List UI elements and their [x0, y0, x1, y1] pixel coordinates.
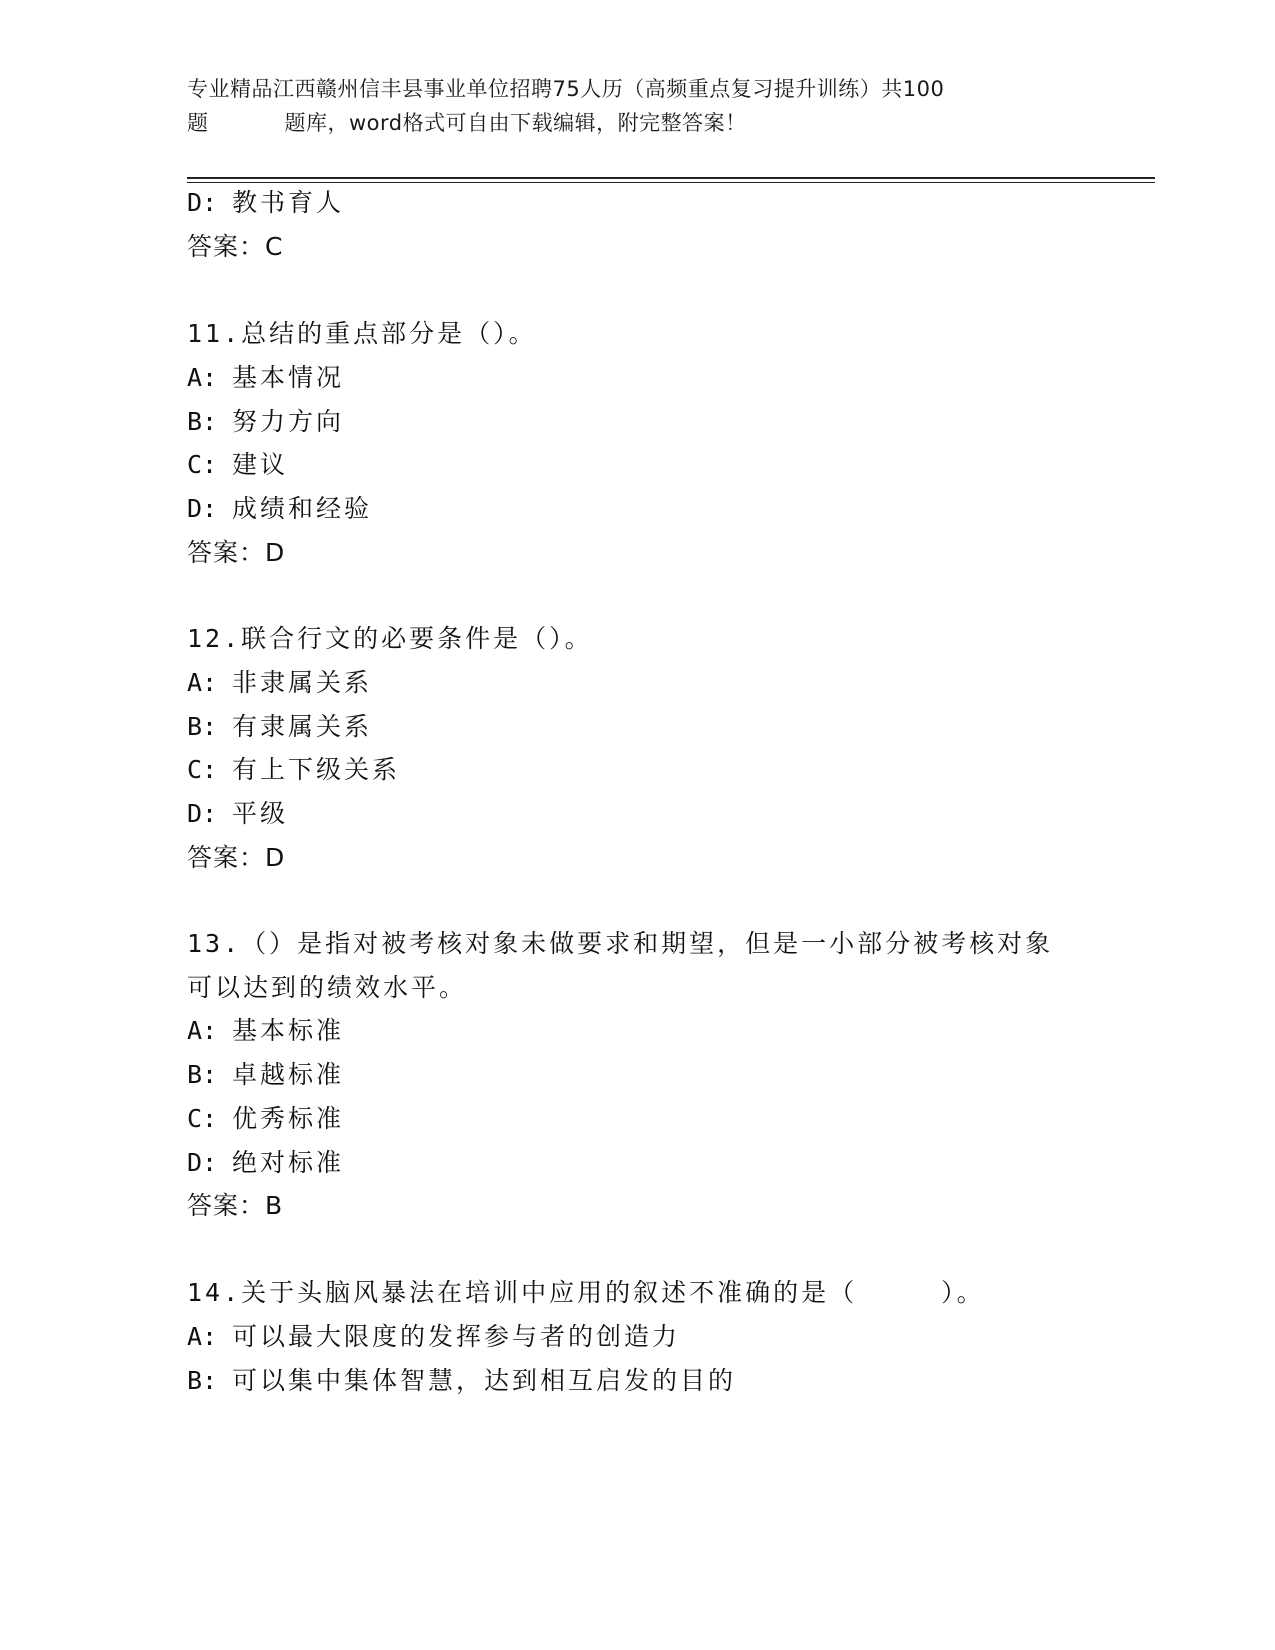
q11-answer: 答案：D — [187, 538, 286, 567]
option-text: 建议 — [232, 450, 289, 479]
answer-line: 答案：C — [187, 232, 284, 261]
option-text: 卓越标准 — [232, 1060, 345, 1089]
option-key: A: — [187, 1016, 218, 1045]
option-key: B: — [187, 407, 218, 436]
q11-option-d — [187, 492, 372, 526]
q14-option-a — [187, 1320, 680, 1354]
question-13-stem-line-2: 可以达到的绩效水平。 — [187, 973, 468, 1002]
q11-option-a — [187, 361, 344, 395]
option-key: A: — [187, 1322, 218, 1351]
option-text: 基本情况 — [232, 363, 345, 392]
question-11-stem: 11.总结的重点部分是（）。 — [187, 319, 537, 348]
q13-answer: 答案：B — [187, 1191, 284, 1220]
q12-option-d — [187, 797, 288, 831]
option-d — [187, 186, 344, 220]
q14-option-b — [187, 1364, 736, 1398]
header-divider-thick — [187, 177, 1155, 179]
option-key: B: — [187, 712, 218, 741]
option-key: D: — [187, 799, 218, 828]
question-14-stem: 14.关于头脑风暴法在培训中应用的叙述不准确的是（ ）。 — [187, 1278, 985, 1307]
page-header — [187, 72, 1087, 140]
option-text: 可以集中集体智慧，达到相互启发的目的 — [232, 1366, 737, 1395]
header-title-line-2 — [187, 106, 1087, 140]
option-text: 绝对标准 — [232, 1148, 345, 1177]
option-text: 教书育人 — [232, 188, 345, 217]
option-key: A: — [187, 363, 218, 392]
option-text: 平级 — [232, 799, 289, 828]
q12-option-b — [187, 710, 372, 744]
q12-option-c — [187, 753, 400, 787]
option-key: C: — [187, 1104, 218, 1133]
option-key: C: — [187, 450, 218, 479]
option-key: D: — [187, 1148, 218, 1177]
q13-option-b — [187, 1058, 344, 1092]
header-title-line-1: 专业精品江西赣州信丰县事业单位招聘75人历（高频重点复习提升训练）共100 — [187, 77, 945, 101]
option-text: 努力方向 — [232, 407, 345, 436]
q13-option-d — [187, 1146, 344, 1180]
option-text: 有上下级关系 — [232, 755, 401, 784]
option-key: B: — [187, 1060, 218, 1089]
q12-option-a — [187, 666, 372, 700]
option-text: 有隶属关系 — [232, 712, 373, 741]
option-key: D: — [187, 494, 218, 523]
option-key: C: — [187, 755, 218, 784]
question-12-stem: 12.联合行文的必要条件是（）。 — [187, 624, 593, 653]
option-key: A: — [187, 668, 218, 697]
option-text: 基本标准 — [232, 1016, 345, 1045]
q12-answer: 答案：D — [187, 843, 286, 872]
option-key: D: — [187, 188, 218, 217]
option-text: 成绩和经验 — [232, 494, 373, 523]
q13-option-c — [187, 1102, 344, 1136]
header-title-fragment: 题 — [187, 111, 209, 135]
option-text: 非隶属关系 — [232, 668, 373, 697]
q11-option-b — [187, 405, 344, 439]
q11-option-c — [187, 448, 288, 482]
header-subtitle: 题库，word格式可自由下载编辑，附完整答案！ — [284, 111, 747, 135]
header-divider-thin — [187, 182, 1155, 183]
q13-option-a — [187, 1014, 344, 1048]
question-13-stem-line-1: 13.（）是指对被考核对象未做要求和期望，但是一小部分被考核对象 — [187, 929, 1054, 958]
option-text: 可以最大限度的发挥参与者的创造力 — [232, 1322, 681, 1351]
option-key: B: — [187, 1366, 218, 1395]
option-text: 优秀标准 — [232, 1104, 345, 1133]
